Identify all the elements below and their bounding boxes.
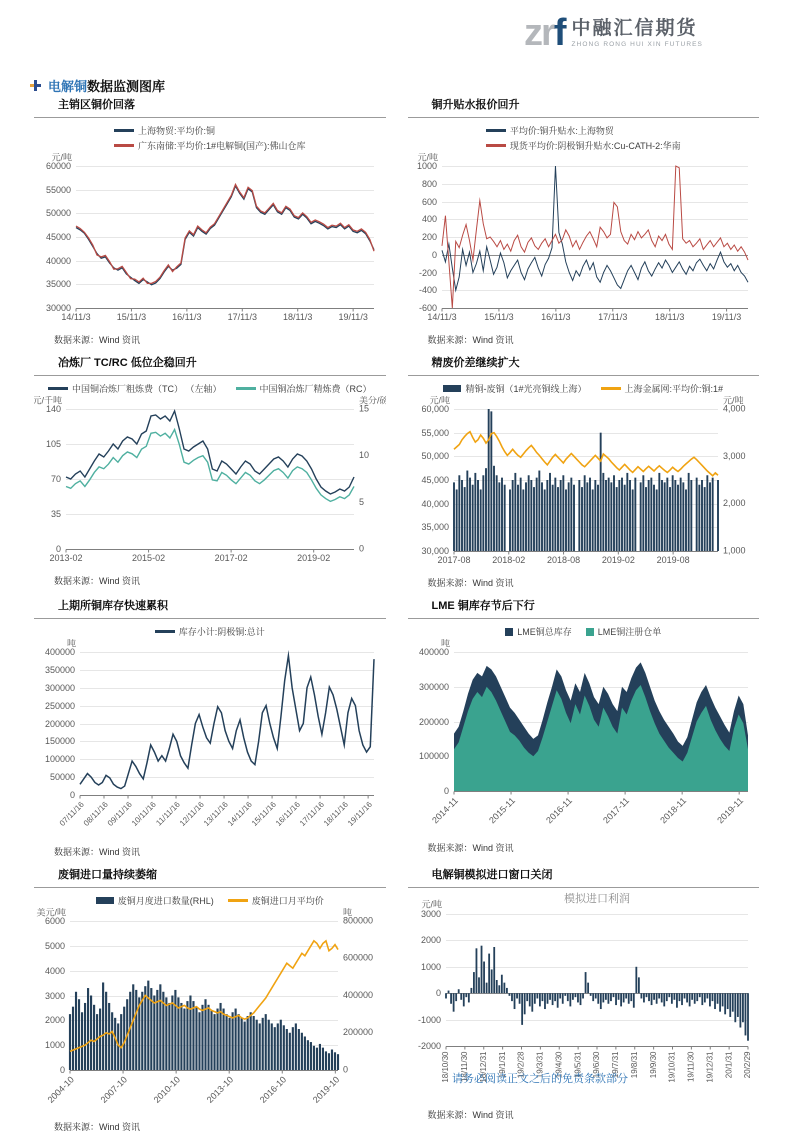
section-title xyxy=(48,76,165,95)
logo-zr: zr xyxy=(524,12,554,54)
chart-legend xyxy=(34,892,386,908)
chart-panel-scrap-imports xyxy=(34,868,386,1133)
chart-title: 精废价差继续扩大 xyxy=(431,357,520,369)
legend-item xyxy=(114,139,306,152)
chart-title: 上期所铜库存快速累积 xyxy=(58,600,168,612)
chart-legend xyxy=(408,623,760,639)
chart-shfe-stocks xyxy=(34,623,386,842)
chart-canvas xyxy=(34,153,386,325)
chart-panel-main-sales-copper-price xyxy=(34,98,386,346)
chart-refined-scrap-spread xyxy=(408,380,760,573)
section-title-accent: 电解铜 xyxy=(48,79,88,94)
legend-swatch-icon xyxy=(486,144,506,147)
chart-panel-tc-rc xyxy=(34,356,386,589)
chart-title: 铜升贴水报价回升 xyxy=(431,99,520,111)
chart-title: LME 铜库存节后下行 xyxy=(431,600,535,612)
company-name-cn: 中融汇信期货 xyxy=(571,17,698,39)
divider xyxy=(408,618,760,619)
legend-swatch-icon xyxy=(114,129,134,132)
data-source: 数据来源：Wind 资讯 xyxy=(54,1122,141,1132)
chart-premium-discount xyxy=(408,122,760,330)
data-source: 数据来源：Wind 资讯 xyxy=(54,847,141,857)
chart-legend xyxy=(34,380,386,396)
legend-item xyxy=(155,625,265,638)
legend-label: 废铜进口月平均价 xyxy=(251,896,324,906)
logo-text-block xyxy=(571,19,703,48)
company-name-en: ZHONG RONG HUI XIN FUTURES xyxy=(571,40,703,48)
chart-copper-price xyxy=(34,122,386,330)
data-source: 数据来源：Wind 资讯 xyxy=(427,843,514,853)
legend-item xyxy=(96,894,214,907)
data-source: 数据来源：Wind 资讯 xyxy=(427,1110,514,1120)
chart-title: 冶炼厂 TC/RC 低位企稳回升 xyxy=(58,357,197,369)
legend-swatch-icon xyxy=(236,387,256,390)
data-source: 数据来源：Wind 资讯 xyxy=(427,578,514,588)
legend-item xyxy=(486,139,681,152)
chart-lme-stocks xyxy=(408,623,760,838)
legend-label: LME铜总库存 xyxy=(517,627,572,637)
chart-canvas xyxy=(408,639,760,833)
logo-zrf-icon xyxy=(524,12,565,54)
chart-canvas xyxy=(408,153,760,325)
section-bullet-icon xyxy=(30,80,41,91)
chart-panel-lme-stocks xyxy=(408,599,760,858)
legend-swatch-icon xyxy=(586,628,594,636)
logo-f: f xyxy=(553,12,565,54)
chart-legend xyxy=(408,380,760,396)
legend-item xyxy=(505,625,572,638)
legend-label: 库存小计:阴极铜:总计 xyxy=(178,627,265,637)
divider xyxy=(34,117,386,118)
chart-canvas xyxy=(34,396,386,566)
divider xyxy=(408,887,760,888)
legend-label: 上海金属网:平均价:铜:1# xyxy=(624,384,724,394)
legend-item xyxy=(486,124,614,137)
legend-swatch-icon xyxy=(601,387,621,390)
chart-panel-shfe-stocks xyxy=(34,599,386,858)
legend-item xyxy=(443,382,586,395)
data-source: 数据来源：Wind 资讯 xyxy=(54,335,141,345)
chart-canvas xyxy=(34,639,386,837)
legend-swatch-icon xyxy=(155,630,175,633)
legend-swatch-icon xyxy=(96,897,114,904)
chart-scrap-imports xyxy=(34,892,386,1117)
disclaimer-notice: 请务必阅读正文之后的免责条款部分 xyxy=(452,1073,628,1085)
legend-item xyxy=(601,382,724,395)
section-header xyxy=(30,76,165,95)
divider xyxy=(408,117,760,118)
chart-panel-premium-discount xyxy=(408,98,760,346)
legend-swatch-icon xyxy=(505,628,513,636)
chart-legend xyxy=(114,122,306,153)
legend-item xyxy=(586,625,662,638)
chart-grid xyxy=(34,98,759,1133)
chart-canvas xyxy=(408,892,760,1100)
legend-item xyxy=(114,124,215,137)
legend-label: 精铜-废铜（1#光亮铜线上海） xyxy=(465,384,587,394)
legend-label: 中国铜冶炼厂粗炼费（TC） （左轴） xyxy=(72,384,222,394)
divider xyxy=(34,375,386,376)
legend-item xyxy=(228,894,324,907)
legend-item xyxy=(236,382,372,395)
legend-label: LME铜注册仓单 xyxy=(597,627,662,637)
data-source: 数据来源：Wind 资讯 xyxy=(427,335,514,345)
legend-label: 中国铜冶炼厂精炼费（RC） xyxy=(259,384,372,394)
divider xyxy=(408,375,760,376)
legend-label: 废铜月度进口数量(RHL) xyxy=(117,896,214,906)
legend-swatch-icon xyxy=(114,144,134,147)
data-source: 数据来源：Wind 资讯 xyxy=(54,576,141,586)
legend-item xyxy=(48,382,222,395)
company-logo xyxy=(524,12,703,54)
chart-panel-refined-scrap-spread xyxy=(408,356,760,589)
legend-swatch-icon xyxy=(486,129,506,132)
chart-title: 电解铜模拟进口窗口关闭 xyxy=(431,869,553,881)
legend-swatch-icon xyxy=(228,899,248,902)
chart-title: 主销区铜价回落 xyxy=(58,99,135,111)
divider xyxy=(34,887,386,888)
chart-title: 废铜进口量持续萎缩 xyxy=(58,869,157,881)
chart-canvas xyxy=(34,908,386,1112)
legend-label: 平均价:铜升贴水:上海物贸 xyxy=(509,126,614,136)
legend-label: 现货平均价:阴极铜升贴水:Cu-CATH-2:华南 xyxy=(509,141,681,151)
divider xyxy=(34,618,386,619)
chart-panel-import-profit xyxy=(408,868,760,1133)
chart-legend xyxy=(34,623,386,639)
legend-label: 上海物贸:平均价:铜 xyxy=(137,126,215,136)
legend-label: 广东南储:平均价:1#电解铜(国产):佛山仓库 xyxy=(137,141,306,151)
legend-swatch-icon xyxy=(48,387,68,390)
chart-canvas xyxy=(408,396,760,568)
section-title-rest: 数据监测图库 xyxy=(87,79,166,94)
legend-swatch-icon xyxy=(443,385,461,392)
chart-legend xyxy=(486,122,681,153)
chart-tc-rc xyxy=(34,380,386,571)
